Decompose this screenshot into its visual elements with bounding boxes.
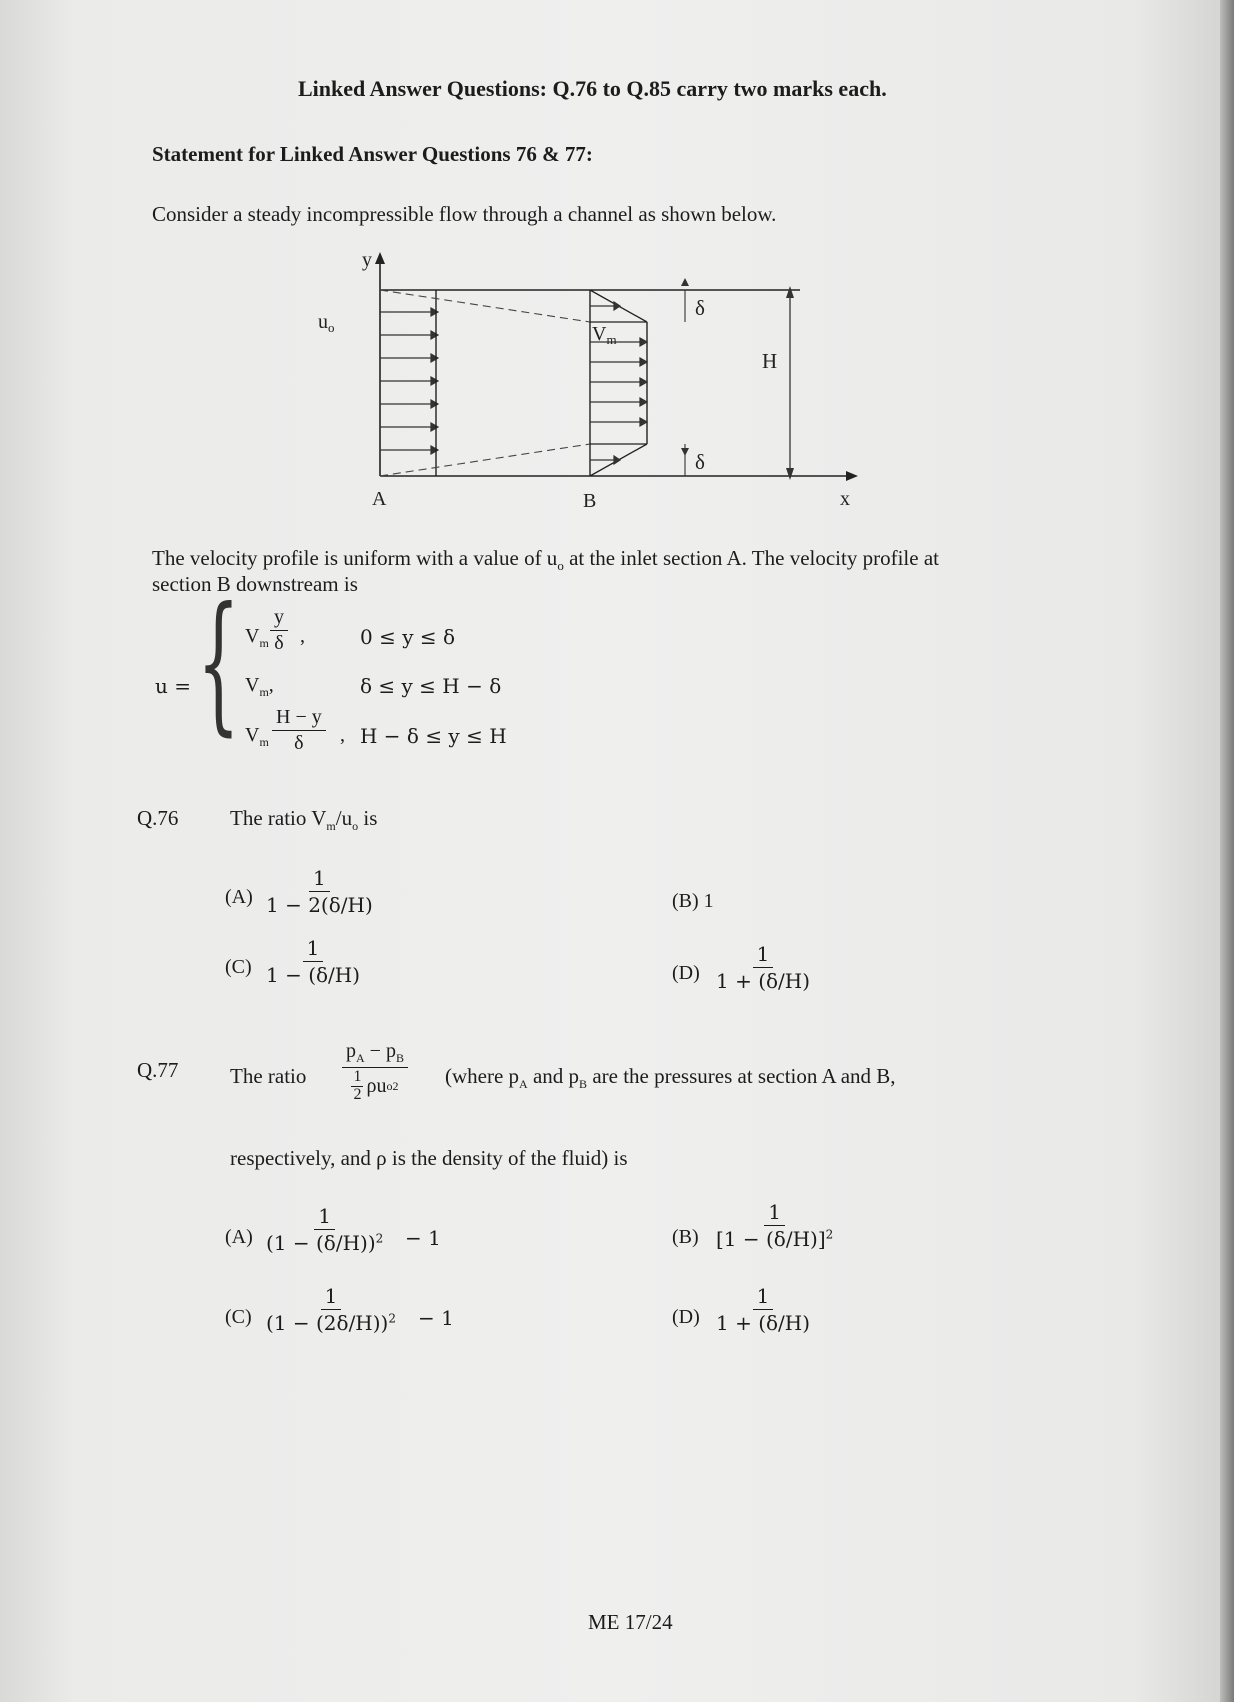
piecewise-brace: {	[197, 576, 240, 750]
piecewise-row3-frac: $\frac{H - y}{\delta}$	[272, 706, 326, 755]
piecewise-row1-frac: $\frac{y}{\delta}$	[270, 606, 288, 655]
page-footer: ME 17/24	[588, 1610, 673, 1634]
channel-flow-diagram	[300, 250, 860, 520]
diagram-label-delta-top: δ	[695, 296, 705, 320]
q77-option-b[interactable]: $\frac{1}{[1 - (\delta/H)]^2}$	[716, 1200, 834, 1251]
diagram-label-b: B	[583, 490, 597, 512]
diagram-label-u0: $u_o$	[318, 311, 335, 335]
q76-option-d[interactable]: $\frac{1}{1 + (\delta/H)}$	[716, 942, 811, 993]
q76-option-c[interactable]: $\frac{1}{1 - (\delta/H)}$	[266, 936, 361, 987]
piecewise-lhs: u =	[155, 674, 191, 698]
diagram-label-h: H	[762, 349, 778, 373]
statement-title: Statement for Linked Answer Questions 76 & 77:	[152, 142, 593, 166]
q77-text-line2: respectively, and ρ is the density of the fluid) is	[230, 1146, 628, 1170]
diagram-label-y: y	[362, 250, 372, 271]
piecewise-row1-comma: ,	[300, 625, 305, 647]
q76-text: The ratio $V_m/u_o$ is	[230, 806, 378, 834]
q76-option-a-label[interactable]: (A)	[225, 886, 253, 908]
piecewise-row3-coef: $V_m$	[245, 724, 269, 749]
q77-text-a: The ratio	[230, 1064, 307, 1088]
q76-option-a[interactable]: $\frac{1}{1 - 2(\delta/H)}$	[266, 866, 373, 917]
q76-number: Q.76	[137, 806, 179, 830]
profile-text-line2: section B downstream is	[152, 572, 358, 596]
q76-option-d-label[interactable]: (D)	[672, 962, 700, 984]
page-edge-shadow	[1220, 0, 1234, 1702]
q77-option-d-label[interactable]: (D)	[672, 1306, 700, 1328]
diagram-label-delta-bottom: δ	[695, 450, 705, 474]
section-header: Linked Answer Questions: Q.76 to Q.85 carry two marks each.	[298, 76, 887, 101]
piecewise-row2-cond: δ ≤ y ≤ H − δ	[360, 674, 502, 698]
q77-option-a-tail: − 1	[405, 1226, 441, 1250]
q77-text-b: (where $p_A$ and $p_B$ are the pressures at section A and B,	[445, 1064, 896, 1092]
q76-option-b[interactable]: (B) 1	[672, 890, 714, 912]
q77-option-d[interactable]: $\frac{1}{1 + (\delta/H)}$	[716, 1284, 811, 1335]
q77-option-c-label[interactable]: (C)	[225, 1306, 252, 1328]
q77-option-b-label[interactable]: (B)	[672, 1226, 699, 1248]
q77-option-a[interactable]: $\frac{1}{(1 - (\delta/H))^2}$	[266, 1204, 384, 1255]
statement-text: Consider a steady incompressible flow through a channel as shown below.	[152, 202, 777, 226]
piecewise-row3-comma: ,	[340, 724, 345, 746]
piecewise-row1-cond: 0 ≤ y ≤ δ	[360, 625, 456, 649]
diagram-label-vm: $V_m$	[592, 323, 617, 347]
q77-option-c[interactable]: $\frac{1}{(1 - (2\delta/H))^2}$	[266, 1284, 396, 1335]
piecewise-row1-coef: $V_m$	[245, 625, 269, 650]
q77-number: Q.77	[137, 1058, 179, 1082]
q76-option-c-label[interactable]: (C)	[225, 956, 252, 978]
diagram-label-x: x	[840, 488, 850, 510]
q77-ratio-frac: $p_A - p_B$ 1 2 ρu o 2	[342, 1040, 408, 1104]
piecewise-row2-coef: $V_m$,	[245, 674, 274, 699]
q77-option-a-label[interactable]: (A)	[225, 1226, 253, 1248]
profile-text-line1: The velocity profile is uniform with a value of $u_o$ at the inlet section A. The velocity profile at	[152, 546, 939, 574]
q77-option-c-tail: − 1	[418, 1306, 454, 1330]
piecewise-row3-cond: H − δ ≤ y ≤ H	[360, 724, 507, 748]
diagram-label-a: A	[372, 488, 387, 510]
